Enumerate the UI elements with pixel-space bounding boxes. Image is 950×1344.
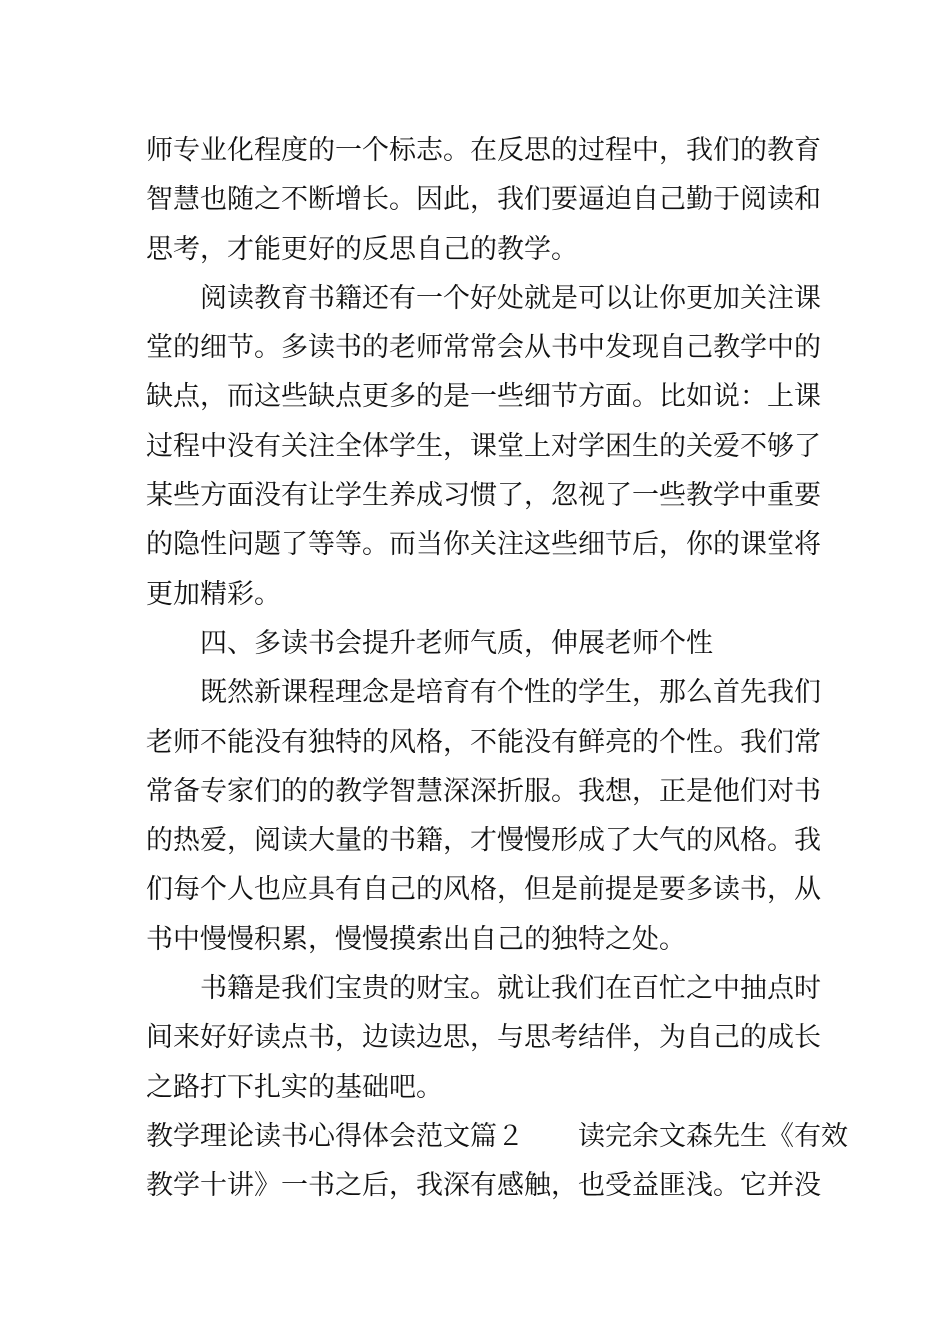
text-line: 们每个人也应具有自己的风格，但是前提是要多读书，从 [146, 874, 821, 906]
article-title-line: 教学理论读书心得体会范文篇２ 读完余文森先生《有效 [146, 1120, 848, 1152]
text-line: 老师不能没有独特的风格，不能没有鲜亮的个性。我们常 [146, 726, 821, 758]
text-line: 某些方面没有让学生养成习惯了，忽视了一些教学中重要 [146, 480, 821, 512]
text-line: 智慧也随之不断增长。因此，我们要逼迫自己勤于阅读和 [146, 184, 821, 216]
text-line: 的热爱，阅读大量的书籍，才慢慢形成了大气的风格。我 [146, 825, 821, 857]
text-line: 更加精彩。 [146, 578, 281, 610]
text-line: 缺点，而这些缺点更多的是一些细节方面。比如说：上课 [146, 381, 821, 413]
text-line: 书中慢慢积累，慢慢摸索出自己的独特之处。 [146, 923, 686, 955]
text-line: 之路打下扎实的基础吧。 [146, 1071, 443, 1103]
paragraph-start-line: 书籍是我们宝贵的财宝。就让我们在百忙之中抽点时 [200, 973, 821, 1005]
text-line: 的隐性问题了等等。而当你关注这些细节后，你的课堂将 [146, 529, 821, 561]
text-line: 常备专家们的的教学智慧深深折服。我想，正是他们对书 [146, 775, 821, 807]
paragraph-start-line: 既然新课程理念是培育有个性的学生，那么首先我们 [200, 677, 821, 709]
text-line: 过程中没有关注全体学生，课堂上对学困生的关爱不够了 [146, 430, 821, 462]
text-line: 堂的细节。多读书的老师常常会从书中发现自己教学中的 [146, 332, 821, 364]
text-line: 教学十讲》一书之后，我深有感触，也受益匪浅。它并没 [146, 1170, 821, 1202]
paragraph-start-line: 阅读教育书籍还有一个好处就是可以让你更加关注课 [200, 282, 821, 314]
body-text [146, 126, 848, 1211]
section-heading: 四、多读书会提升老师气质，伸展老师个性 [200, 627, 713, 659]
text-line: 思考，才能更好的反思自己的教学。 [146, 233, 578, 265]
text-line: 师专业化程度的一个标志。在反思的过程中，我们的教育 [146, 135, 821, 166]
text-line: 间来好好读点书，边读边思，与思考结伴，为自己的成长 [146, 1022, 821, 1054]
